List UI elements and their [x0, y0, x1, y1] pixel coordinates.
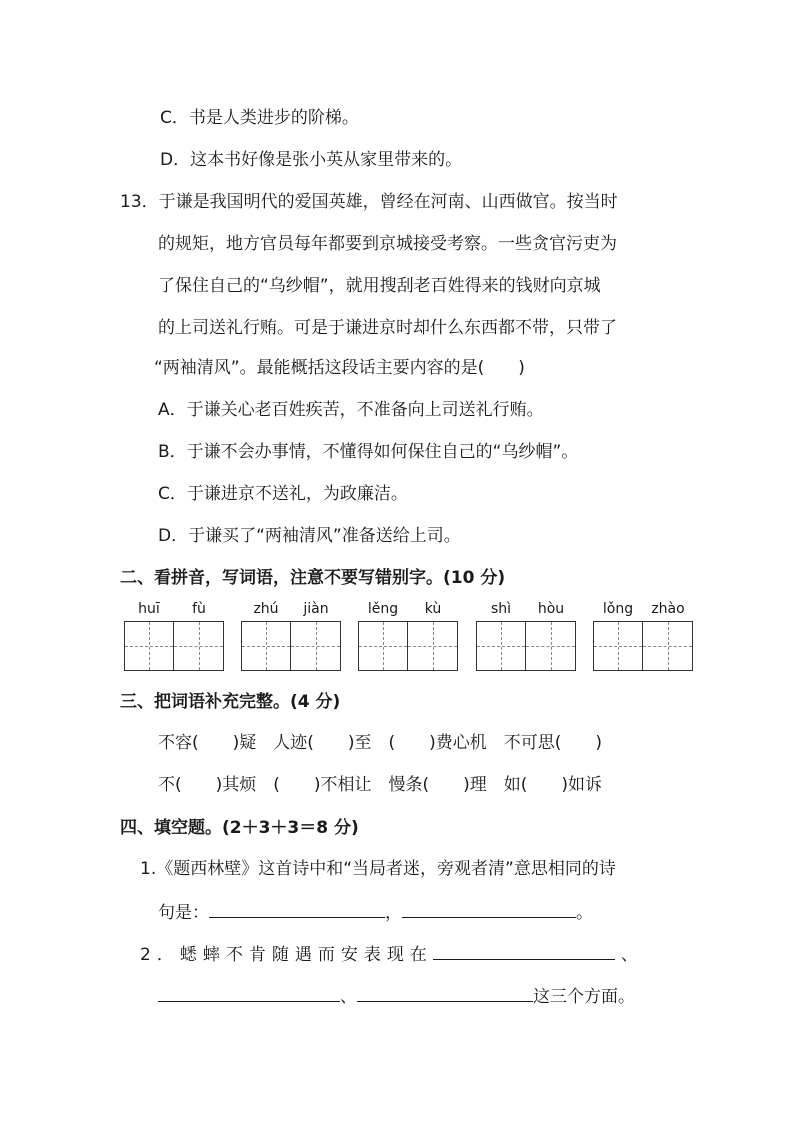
answer-blank[interactable]	[402, 899, 576, 918]
writing-box[interactable]	[593, 621, 643, 671]
fill-q1-prefix: 句是：	[158, 903, 209, 923]
writing-box[interactable]	[358, 621, 408, 671]
q13-stem-line2: 的规矩，地方官员每年都要到京城接受考察。一些贪官污吏为	[158, 234, 617, 254]
fill-q2-prefix: 2．蟋蟀不肯随遇而安表现在	[140, 945, 433, 965]
pinyin-label: lǒng	[602, 601, 634, 617]
q13-stem-line3: 了保住自己的“乌纱帽”，就用搜刮老百姓得来的钱财向京城	[158, 276, 601, 296]
pinyin-label: kù	[424, 601, 442, 617]
idiom-row-2: 不( )其烦 ( )不相让 慢条( )理 如( )如诉	[158, 775, 603, 795]
answer-blank[interactable]	[357, 983, 533, 1002]
fill-q2-line1	[140, 941, 638, 967]
writing-box[interactable]	[526, 621, 576, 671]
pinyin-label: zhú	[253, 601, 279, 617]
pinyin-label: lěng	[367, 601, 399, 617]
fill-q1-line2	[158, 899, 593, 925]
writing-box[interactable]	[241, 621, 291, 671]
pinyin-label: huī	[138, 601, 160, 617]
q12-option-d: D．这本书好像是张小英从家里带来的。	[160, 150, 463, 170]
q13-stem-line5: “两袖清风”。最能概括这段话主要内容的是( )	[154, 358, 525, 378]
section2-title: 二、看拼音，写词语，注意不要写错别字。(10 分)	[120, 568, 506, 588]
pinyin-label: shì	[490, 601, 512, 617]
q13-stem-line1: 13．于谦是我国明代的爱国英雄，曾经在河南、山西做官。按当时	[120, 192, 618, 212]
fill-q2-separator: 、	[620, 945, 638, 965]
writing-box[interactable]	[408, 621, 458, 671]
fill-q1-separator: ，	[385, 903, 402, 923]
answer-blank[interactable]	[209, 899, 385, 918]
q13-option-c: C．于谦进京不送礼，为政廉洁。	[158, 484, 408, 504]
answer-blank[interactable]	[158, 983, 340, 1002]
pinyin-label: zhào	[651, 601, 685, 617]
pinyin-label: hòu	[537, 601, 565, 617]
section3-title: 三、把词语补充完整。(4 分)	[120, 692, 341, 712]
fill-q1-line1: 1.《题西林壁》这首诗中和“当局者迷，旁观者清”意思相同的诗	[140, 859, 616, 879]
writing-box[interactable]	[476, 621, 526, 671]
fill-q1-end: 。	[576, 903, 593, 923]
writing-box[interactable]	[124, 621, 174, 671]
fill-q2-line2	[158, 983, 635, 1009]
pinyin-label: jiàn	[303, 601, 329, 617]
writing-box[interactable]	[174, 621, 224, 671]
q13-option-d: D．于谦买了“两袖清风”准备送给上司。	[158, 526, 461, 546]
q12-option-c: C．书是人类进步的阶梯。	[160, 108, 359, 128]
fill-q2-separator: 、	[340, 987, 357, 1007]
fill-q2-end: 这三个方面。	[533, 987, 635, 1007]
q13-stem-line4: 的上司送礼行贿。可是于谦进京时却什么东西都不带，只带了	[158, 318, 617, 338]
idiom-row-1: 不容( )疑 人迹( )至 ( )费心机 不可思( )	[158, 733, 603, 753]
pinyin-label: fù	[192, 601, 206, 617]
answer-blank[interactable]	[433, 941, 615, 960]
section4-title: 四、填空题。(2＋3＋3＝8 分)	[120, 818, 359, 838]
q13-option-a: A．于谦关心老百姓疾苦，不准备向上司送礼行贿。	[158, 400, 544, 420]
writing-box[interactable]	[643, 621, 693, 671]
writing-box[interactable]	[291, 621, 341, 671]
q13-option-b: B．于谦不会办事情，不懂得如何保住自己的“乌纱帽”。	[158, 442, 579, 462]
